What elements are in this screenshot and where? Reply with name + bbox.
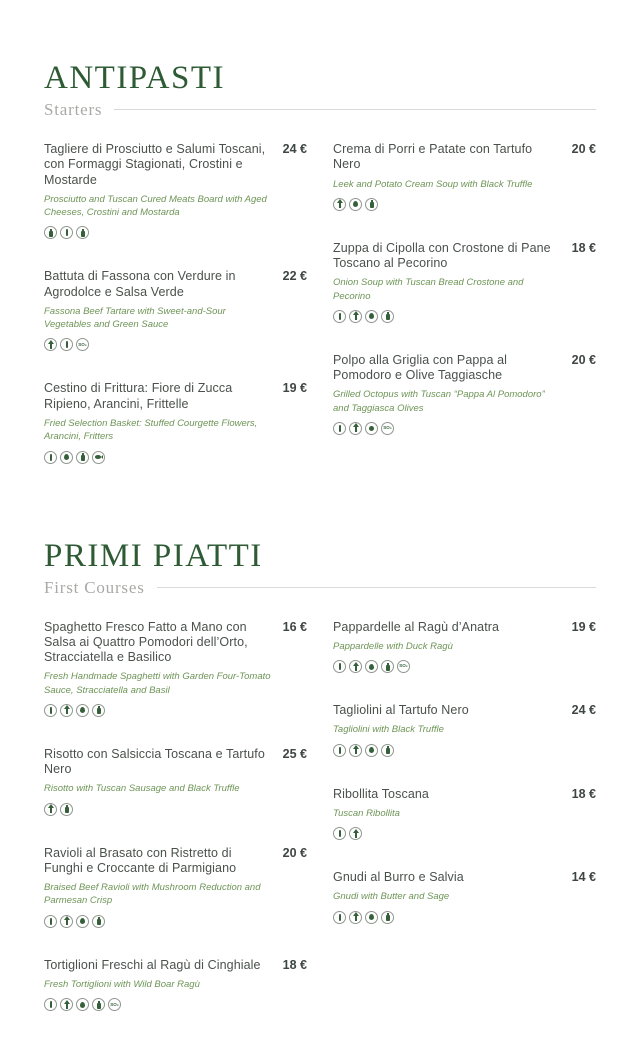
- wheat-glyph: [66, 920, 68, 925]
- dish-price: 25 €: [282, 746, 307, 761]
- wheat-glyph: [355, 833, 357, 838]
- wheat-icon: [349, 422, 362, 435]
- gluten-glyph: [339, 830, 341, 837]
- dish-price: 19 €: [282, 381, 307, 396]
- milk-icon: [381, 744, 394, 757]
- dish-description: Fresh Tortiglioni with Wild Boar Ragù: [44, 979, 200, 991]
- wheat-glyph: [66, 709, 68, 714]
- menu-item: [44, 269, 307, 351]
- items-column-left: [44, 620, 307, 1041]
- dish-name: Zuppa di Cipolla con Crostone di Pane Toscano al Pecorino: [333, 240, 551, 271]
- dish-header: [333, 620, 596, 635]
- allergen-icons: [333, 310, 596, 323]
- allergen-icons: [44, 998, 307, 1011]
- milk-glyph: [386, 314, 390, 320]
- wheat-icon: [349, 911, 362, 924]
- allergen-icons: [44, 338, 307, 351]
- dish-name: Ravioli al Brasato con Ristretto di Funghi e Croccante di Parmigiano: [44, 845, 237, 875]
- menu-item: [333, 620, 596, 674]
- menu-item: [333, 353, 596, 435]
- allergen-icons: [44, 803, 307, 816]
- dish-name: Ribollita Toscana: [333, 786, 429, 801]
- dish-price: 20 €: [282, 845, 307, 860]
- allergen-icons: [333, 198, 596, 211]
- milk-icon: [60, 803, 73, 816]
- gluten-icon: [44, 704, 57, 717]
- dish-description: Onion Soup with Tuscan Bread Crostone and Pecorino: [333, 277, 524, 302]
- dish-description: Tuscan Ribollita: [333, 807, 400, 819]
- gluten-icon: [44, 915, 57, 928]
- sulphites-glyph: SO₂: [399, 663, 408, 669]
- milk-glyph: [386, 748, 390, 754]
- gluten-glyph: [66, 229, 68, 236]
- dish-header: [44, 142, 307, 188]
- milk-icon: [76, 226, 89, 239]
- egg-glyph: [64, 454, 69, 460]
- milk-icon: [381, 911, 394, 924]
- section-subtitle-row: [44, 579, 596, 596]
- mollusc-glyph: [369, 426, 375, 432]
- egg-glyph: [353, 201, 358, 207]
- fish-glyph: [95, 455, 101, 459]
- items-column-left: [44, 142, 307, 494]
- gluten-icon: [333, 310, 346, 323]
- menu-item: [44, 747, 307, 816]
- egg-icon: [365, 310, 378, 323]
- allergen-icons: [333, 660, 596, 673]
- gluten-glyph: [50, 707, 52, 714]
- egg-glyph: [80, 707, 85, 713]
- dish-name: Gnudi al Burro e Salvia: [333, 870, 464, 885]
- wheat-icon: [60, 915, 73, 928]
- gluten-glyph: [339, 313, 341, 320]
- items-columns: [44, 620, 596, 1041]
- dish-description: Grilled Octopus with Tuscan “Pappa Al Pomodoro” and Taggiasca Olives: [333, 389, 545, 414]
- dish-header: [333, 870, 596, 885]
- dish-description: Fried Selection Basket: Stuffed Courgette Flowers, Arancini, Fritters: [44, 417, 258, 443]
- menu-item: [333, 870, 596, 924]
- egg-icon: [365, 911, 378, 924]
- dish-header: [44, 846, 307, 877]
- dish-price: 20 €: [571, 352, 596, 367]
- gluten-glyph: [50, 1001, 52, 1008]
- menu-item: [333, 142, 596, 211]
- wheat-icon: [44, 803, 57, 816]
- milk-glyph: [97, 1003, 101, 1009]
- divider-line: [157, 587, 596, 588]
- gluten-glyph: [339, 425, 341, 432]
- wheat-glyph: [355, 666, 357, 671]
- milk-glyph: [386, 915, 390, 921]
- milk-icon: [92, 998, 105, 1011]
- gluten-icon: [60, 338, 73, 351]
- mollusc-icon: [365, 422, 378, 435]
- wheat-icon: [349, 827, 362, 840]
- items-column-right: [333, 142, 596, 494]
- gluten-icon: [333, 422, 346, 435]
- gluten-icon: [333, 744, 346, 757]
- allergen-icons: [333, 744, 596, 757]
- gluten-icon: [333, 827, 346, 840]
- dish-price: 24 €: [571, 703, 596, 718]
- egg-glyph: [80, 1002, 85, 1008]
- menu-item: [333, 703, 596, 757]
- milk-glyph: [49, 231, 53, 237]
- dish-price: 20 €: [571, 142, 596, 156]
- dish-description: Fresh Handmade Spaghetti with Garden Four-Tomato Sauce, Stracciatella and Basil: [44, 671, 271, 696]
- wheat-glyph: [355, 749, 357, 754]
- wheat-icon: [60, 704, 73, 717]
- egg-glyph: [369, 664, 374, 670]
- egg-icon: [76, 704, 89, 717]
- egg-icon: [60, 451, 73, 464]
- dish-description: Leek and Potato Cream Soup with Black Truffle: [333, 178, 533, 190]
- dish-price: 16 €: [282, 619, 307, 634]
- dish-description: Fassona Beef Tartare with Sweet-and-Sour Vegetables and Green Sauce: [44, 305, 226, 331]
- gluten-icon: [44, 451, 57, 464]
- allergen-icons: [333, 422, 596, 435]
- wheat-icon: [333, 198, 346, 211]
- wheat-glyph: [50, 344, 52, 349]
- egg-icon: [365, 660, 378, 673]
- milk-icon: [381, 310, 394, 323]
- dish-name: Pappardelle al Ragù d’Anatra: [333, 619, 500, 634]
- section-title: PRIMI PIATTI: [44, 537, 263, 574]
- sulphites-glyph: SO₂: [78, 341, 87, 347]
- dish-header: [333, 787, 596, 802]
- dish-price: 14 €: [571, 870, 596, 885]
- menu-item: [44, 620, 307, 717]
- menu-item: [44, 958, 307, 1012]
- sulphites-icon: [381, 422, 394, 435]
- allergen-icons: [44, 915, 307, 928]
- milk-glyph: [81, 231, 85, 237]
- dish-description: Risotto with Tuscan Sausage and Black Truffle: [44, 783, 240, 795]
- items-columns: [44, 142, 596, 494]
- egg-icon: [76, 915, 89, 928]
- section-primi-piatti: [44, 537, 596, 1041]
- allergen-icons: [44, 226, 307, 239]
- fish-icon: [92, 451, 105, 464]
- dish-header: [44, 958, 307, 973]
- milk-icon: [92, 915, 105, 928]
- gluten-icon: [333, 660, 346, 673]
- gluten-icon: [44, 998, 57, 1011]
- dish-description: Pappardelle with Duck Ragù: [333, 640, 453, 652]
- egg-icon: [349, 198, 362, 211]
- milk-glyph: [386, 665, 390, 671]
- sulphites-icon: [397, 660, 410, 673]
- dish-name: Tortiglioni Freschi al Ragù di Cinghiale: [44, 957, 261, 972]
- allergen-icons: [333, 911, 596, 924]
- milk-glyph: [97, 708, 101, 714]
- dish-description: Gnudi with Butter and Sage: [333, 891, 450, 903]
- dish-description: Prosciutto and Tuscan Cured Meats Board with Aged Cheeses, Crostini and Mostarda: [44, 193, 267, 219]
- menu-item: [44, 142, 307, 239]
- dish-price: 18 €: [282, 957, 307, 972]
- menu-item: [44, 846, 307, 928]
- dish-name: Crema di Porri e Patate con Tartufo Nero: [333, 142, 533, 172]
- dish-header: [44, 381, 307, 412]
- section-antipasti: [44, 62, 596, 494]
- egg-glyph: [369, 747, 374, 753]
- milk-glyph: [65, 807, 69, 813]
- gluten-glyph: [339, 747, 341, 754]
- dish-header: [44, 747, 307, 778]
- milk-icon: [92, 704, 105, 717]
- menu-item: [333, 241, 596, 323]
- egg-glyph: [369, 313, 374, 319]
- wheat-icon: [349, 310, 362, 323]
- menu-item: [44, 381, 307, 463]
- wheat-glyph: [50, 808, 52, 813]
- wheat-icon: [349, 744, 362, 757]
- dish-header: [333, 241, 596, 272]
- dish-header: [44, 620, 307, 666]
- dish-name: Cestino di Frittura: Fiore di Zucca Ripieno, Arancini, Frittelle: [44, 381, 233, 411]
- egg-glyph: [80, 918, 85, 924]
- dish-price: 18 €: [571, 786, 596, 801]
- milk-glyph: [81, 455, 85, 461]
- allergen-icons: [44, 704, 307, 717]
- dish-name: Spaghetto Fresco Fatto a Mano con Salsa ai Quattro Pomodori dell’Orto, Stracciatella e Basilico: [44, 619, 248, 665]
- dish-header: [333, 703, 596, 718]
- dish-name: Risotto con Salsiccia Toscana e Tartufo Nero: [44, 746, 265, 777]
- items-column-right: [333, 620, 596, 1041]
- dish-name: Battuta di Fassona con Verdure in Agrodolce e Salsa Verde: [44, 269, 236, 299]
- dish-description: Tagliolini with Black Truffle: [333, 724, 444, 736]
- dish-price: 19 €: [571, 619, 596, 634]
- section-subtitle: First Courses: [44, 577, 145, 597]
- gluten-icon: [60, 226, 73, 239]
- dish-name: Polpo alla Griglia con Pappa al Pomodoro e Olive Taggiasche: [333, 352, 508, 383]
- allergen-icons: [44, 451, 307, 464]
- wheat-icon: [44, 338, 57, 351]
- wheat-glyph: [339, 203, 341, 208]
- milk-icon: [365, 198, 378, 211]
- egg-icon: [76, 998, 89, 1011]
- wheat-glyph: [355, 427, 357, 432]
- section-subtitle: Starters: [44, 100, 103, 119]
- dish-price: 22 €: [282, 269, 307, 284]
- dish-name: Tagliolini al Tartufo Nero: [333, 703, 469, 718]
- allergen-icons: [333, 827, 596, 840]
- wheat-icon: [349, 660, 362, 673]
- egg-glyph: [369, 914, 374, 920]
- gluten-glyph: [339, 663, 341, 670]
- milk-icon: [44, 226, 57, 239]
- gluten-glyph: [50, 918, 52, 925]
- dish-header: [333, 353, 596, 384]
- milk-icon: [381, 660, 394, 673]
- milk-glyph: [370, 202, 374, 208]
- sulphites-glyph: SO₂: [383, 425, 392, 431]
- dish-price: 18 €: [571, 240, 596, 255]
- sulphites-icon: [76, 338, 89, 351]
- wheat-glyph: [355, 315, 357, 320]
- gluten-glyph: [339, 914, 341, 921]
- gluten-glyph: [50, 454, 52, 461]
- gluten-glyph: [66, 341, 68, 348]
- dish-description: Braised Beef Ravioli with Mushroom Reduction and Parmesan Crisp: [44, 882, 261, 907]
- wheat-glyph: [355, 916, 357, 921]
- egg-icon: [365, 744, 378, 757]
- section-title: ANTIPASTI: [44, 60, 225, 96]
- dish-price: 24 €: [282, 142, 307, 156]
- milk-glyph: [97, 919, 101, 925]
- menu-item: [333, 787, 596, 841]
- dish-name: Tagliere di Prosciutto e Salumi Toscani, con Formaggi Stagionati, Crostini e Mostarde: [44, 142, 266, 187]
- wheat-glyph: [66, 1004, 68, 1009]
- gluten-icon: [333, 911, 346, 924]
- divider-line: [114, 109, 596, 110]
- dish-header: [44, 269, 307, 300]
- section-subtitle-row: [44, 101, 596, 118]
- wheat-icon: [60, 998, 73, 1011]
- sulphites-glyph: SO₂: [110, 1001, 119, 1007]
- dish-header: [333, 142, 596, 173]
- milk-icon: [76, 451, 89, 464]
- sulphites-icon: [108, 998, 121, 1011]
